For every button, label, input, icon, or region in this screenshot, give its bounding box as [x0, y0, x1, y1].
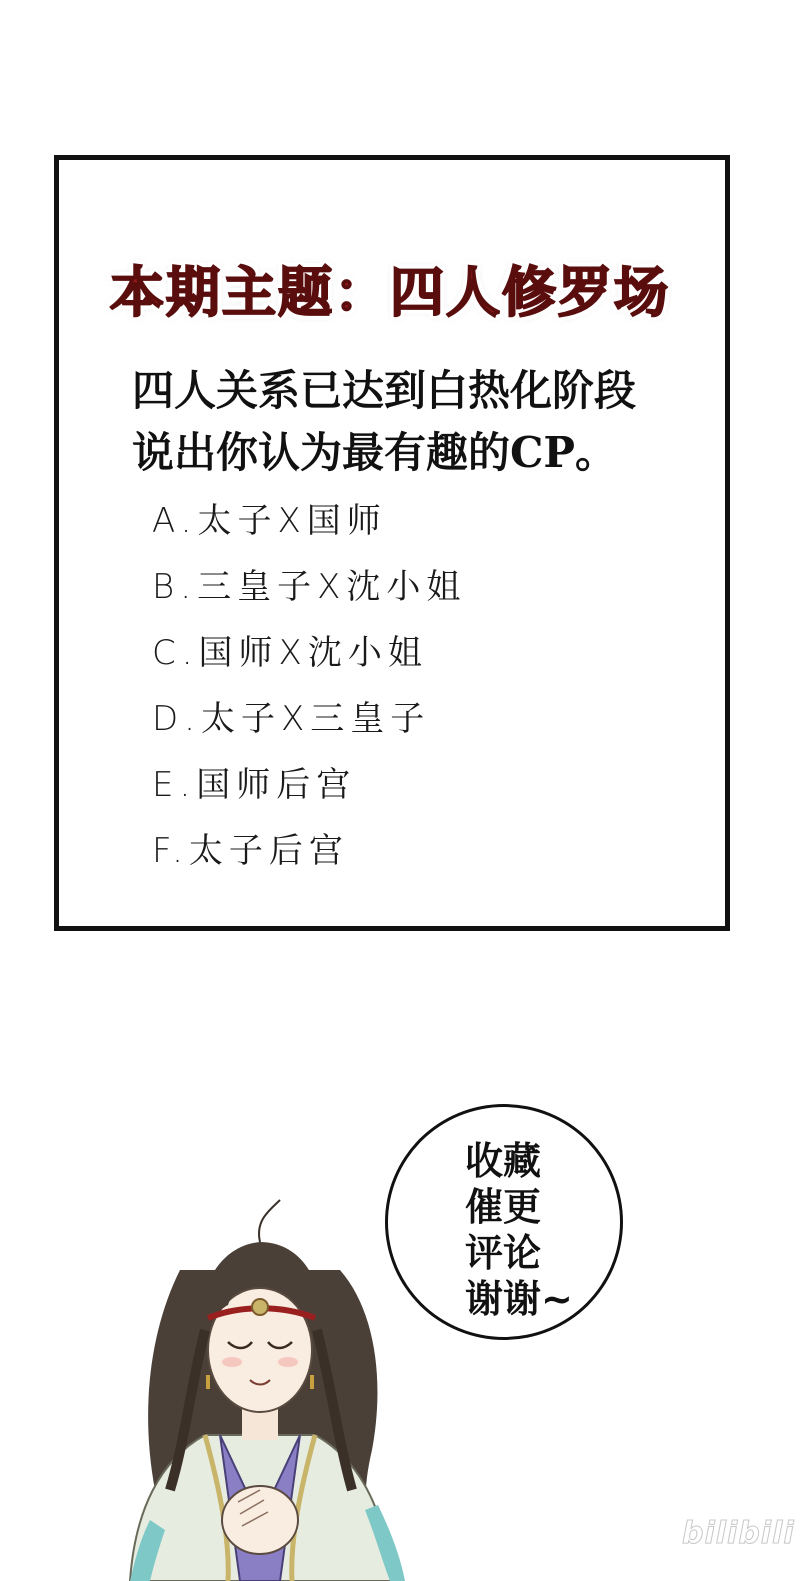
option-c: C.国师X沈小姐 — [152, 633, 428, 673]
bubble-line-4: 谢谢~ — [465, 1277, 573, 1321]
question-line-2: 说出你认为最有趣的CP。 — [132, 428, 618, 477]
option-f: F.太子后宫 — [152, 831, 349, 871]
bubble-line-3: 评论 — [465, 1231, 542, 1275]
ahoge — [259, 1200, 280, 1242]
bubble-line-2: 催更 — [465, 1185, 542, 1229]
question-line-1: 四人关系已达到白热化阶段 — [132, 366, 637, 415]
blush-left — [222, 1357, 242, 1367]
option-e: E.国师后宫 — [152, 765, 357, 805]
headband-gem — [252, 1299, 268, 1315]
clasped-hands — [222, 1486, 298, 1554]
topic-title: 本期主题：四人修罗场 — [110, 261, 670, 324]
earring-left — [206, 1375, 210, 1389]
question-text — [132, 360, 636, 484]
option-d: D.太子X三皇子 — [152, 699, 431, 739]
speech-bubble-text — [465, 1138, 573, 1322]
earring-right — [310, 1375, 314, 1389]
bubble-line-1: 收藏 — [465, 1139, 542, 1183]
option-a: A.太子X国师 — [152, 501, 387, 541]
option-list — [152, 492, 466, 888]
bilibili-watermark: bilibili — [682, 1516, 795, 1551]
blush-right — [278, 1357, 298, 1367]
option-b: B.三皇子X沈小姐 — [152, 567, 467, 607]
character-illustration — [110, 1190, 410, 1581]
